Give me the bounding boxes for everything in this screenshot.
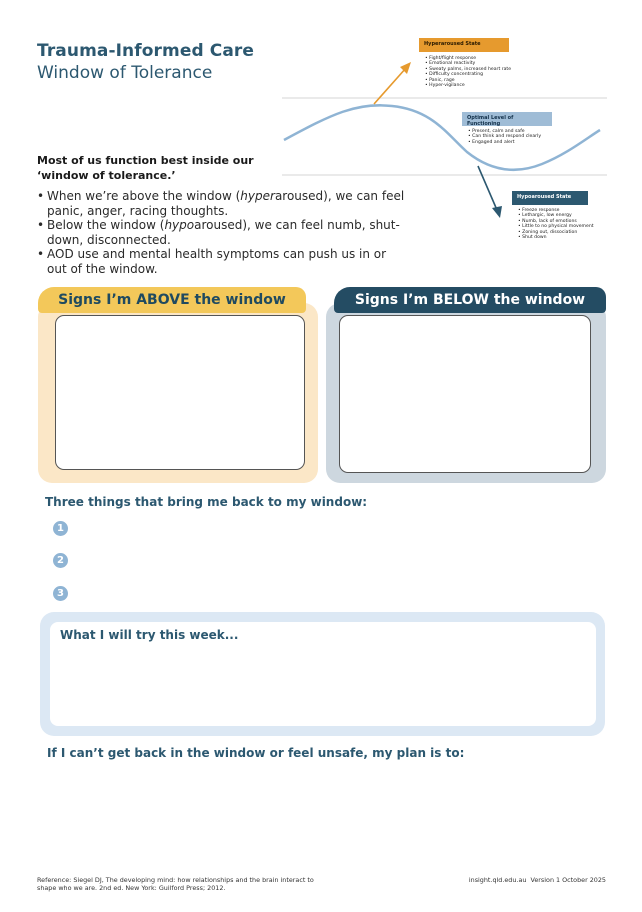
list-item: • Shut down bbox=[518, 235, 594, 240]
three-things-title: Three things that bring me back to my window: bbox=[45, 495, 368, 509]
list-item: • Numb, lack of emotions bbox=[518, 219, 594, 224]
hyperaroused-label: Hyperaroused State bbox=[419, 38, 509, 52]
hypoaroused-list bbox=[518, 208, 594, 240]
list-item: • Fight/flight response bbox=[425, 56, 511, 61]
try-title: What I will try this week... bbox=[60, 628, 239, 642]
hypo-arrow bbox=[478, 166, 497, 210]
intro-bullets bbox=[37, 189, 407, 276]
page-subtitle: Window of Tolerance bbox=[37, 63, 213, 83]
hypo-arrowhead bbox=[492, 206, 502, 218]
footer-site: insight.qld.edu.au bbox=[468, 876, 527, 884]
arousal-wave bbox=[284, 105, 600, 170]
plan-title: If I can’t get back in the window or feel unsafe, my plan is to: bbox=[47, 746, 465, 760]
list-item: • Panic, rage bbox=[425, 78, 511, 83]
number-one-icon: 1 bbox=[53, 521, 68, 536]
footer-version: Version 1 October 2025 bbox=[530, 876, 606, 884]
bullet-aod: • AOD use and mental health symptoms can push us in or out of the window. bbox=[37, 247, 407, 276]
list-item: • Difficulty concentrating bbox=[425, 72, 511, 77]
footer-right bbox=[469, 876, 606, 884]
list-item: • Hyper-vigilance bbox=[425, 83, 511, 88]
number-two-icon: 2 bbox=[53, 553, 68, 568]
below-window-header: Signs I’m BELOW the window bbox=[334, 287, 606, 313]
list-item: • Zoning out, dissociation bbox=[518, 230, 594, 235]
list-item: • Present, calm and safe bbox=[468, 129, 541, 134]
bullet-hypo: • Below the window (hypoaroused), we can feel numb, shut-down, disconnected. bbox=[37, 218, 407, 247]
list-item: • Freeze response bbox=[518, 208, 594, 213]
reference-line: Reference: Siegel DJ, The developing mind: how relationships and the brain interact to bbox=[37, 876, 314, 884]
list-item: • Little to no physical movement bbox=[518, 224, 594, 229]
hyper-arrow bbox=[374, 68, 406, 104]
hypoaroused-label: Hypoaroused State bbox=[512, 191, 588, 205]
page-title: Trauma-Informed Care bbox=[37, 41, 255, 61]
list-item: • Lethargic, low energy bbox=[518, 213, 594, 218]
number-three-icon: 3 bbox=[53, 586, 68, 601]
reference-line: shape who we are. 2nd ed. New York: Guilford Press; 2012. bbox=[37, 884, 226, 892]
intro-lead bbox=[37, 153, 287, 183]
intro-lead-line: Most of us function best inside our bbox=[37, 154, 254, 167]
bullet-hyper: • When we’re above the window (hyperaroused), we can feel panic, anger, racing thoughts. bbox=[37, 189, 407, 218]
list-item: • Emotional reactivity bbox=[425, 61, 511, 66]
intro-lead-line: ‘window of tolerance.’ bbox=[37, 169, 176, 182]
below-signs-field[interactable] bbox=[339, 315, 591, 473]
above-window-header: Signs I’m ABOVE the window bbox=[38, 287, 306, 313]
above-signs-field[interactable] bbox=[55, 315, 305, 470]
hyperaroused-list bbox=[425, 56, 511, 88]
list-item: • Can think and respond clearly bbox=[468, 134, 541, 139]
optimal-label: Optimal Level of Functioning bbox=[462, 112, 552, 126]
list-item: • Engaged and alert bbox=[468, 140, 541, 145]
optimal-list bbox=[468, 129, 541, 145]
list-item: • Sweaty palms, increased heart rate bbox=[425, 67, 511, 72]
reference bbox=[37, 876, 337, 892]
